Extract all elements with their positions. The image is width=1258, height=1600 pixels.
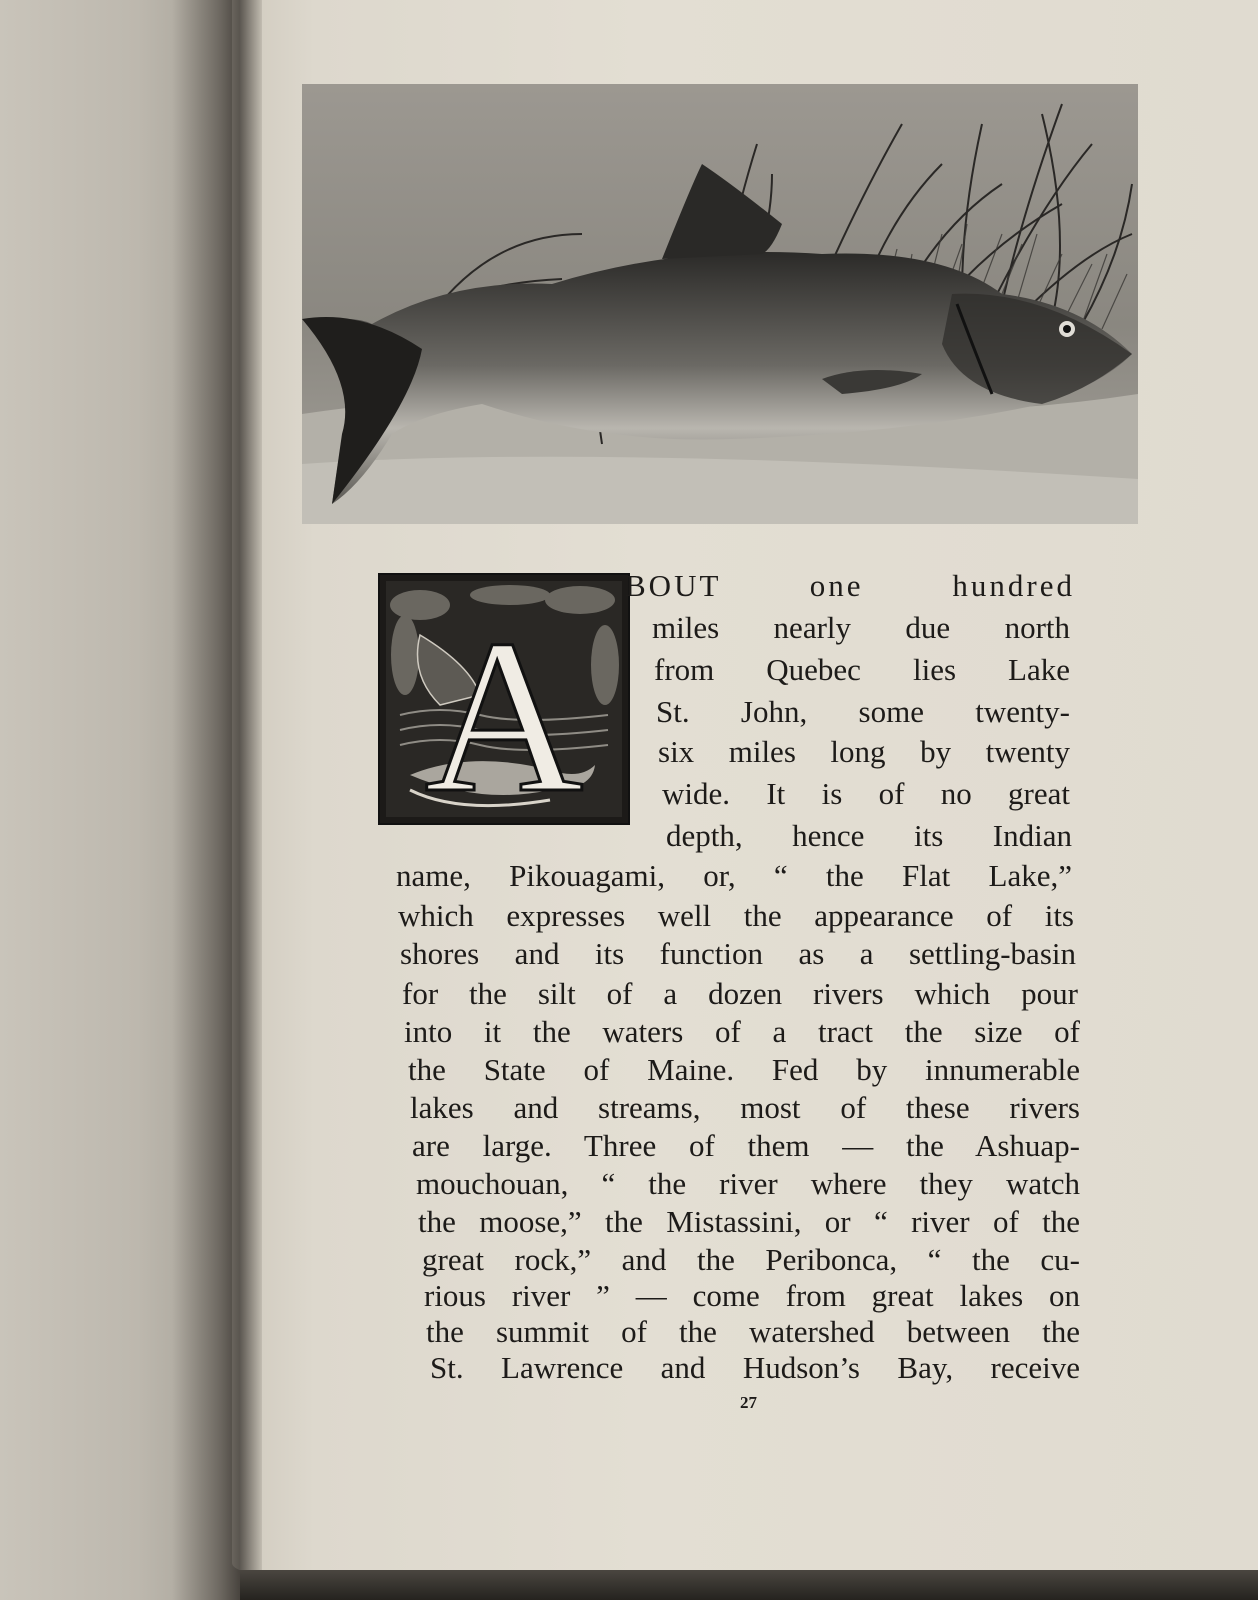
text-line: rious river ” — come from great lakes on — [424, 1278, 1080, 1313]
text-line: miles nearly due north — [652, 610, 1070, 645]
text-line: which expresses well the appearance of its — [398, 898, 1074, 933]
text-line: mouchouan, “ the river where they watch — [416, 1166, 1080, 1201]
text-line: BOUT one hundred — [625, 568, 1075, 603]
page-number: 27 — [740, 1393, 757, 1412]
text-line: into it the waters of a tract the size of — [404, 1014, 1080, 1049]
text-line: depth, hence its Indian — [666, 818, 1072, 853]
illuminated-dropcap — [378, 573, 630, 825]
text-line: from Quebec lies Lake — [654, 652, 1070, 687]
book-spine — [172, 0, 262, 1600]
text-line: lakes and streams, most of these rivers — [410, 1090, 1080, 1125]
text-line: the State of Maine. Fed by innumerable — [408, 1052, 1080, 1087]
text-line: six miles long by twenty — [658, 734, 1070, 769]
text-line: shores and its function as a settling-basin — [400, 936, 1076, 971]
table-surface — [240, 1570, 1258, 1600]
text-line: wide. It is of no great — [662, 776, 1070, 811]
text-line: St. Lawrence and Hudson’s Bay, receive — [430, 1350, 1080, 1385]
text-line: name, Pikouagami, or, “ the Flat Lake,” — [396, 858, 1072, 893]
text-line: great rock,” and the Peribonca, “ the cu- — [422, 1242, 1080, 1277]
dropcap-letter: A — [424, 594, 584, 823]
text-line: the summit of the watershed between the — [426, 1314, 1080, 1349]
text-line: are large. Three of them — the Ashuap- — [412, 1128, 1080, 1163]
text-line: the moose,” the Mistassini, or “ river of the — [418, 1204, 1080, 1239]
text-line: St. John, some twenty- — [656, 694, 1070, 729]
text-line: for the silt of a dozen rivers which pour — [402, 976, 1078, 1011]
salmon-illustration — [302, 84, 1138, 524]
